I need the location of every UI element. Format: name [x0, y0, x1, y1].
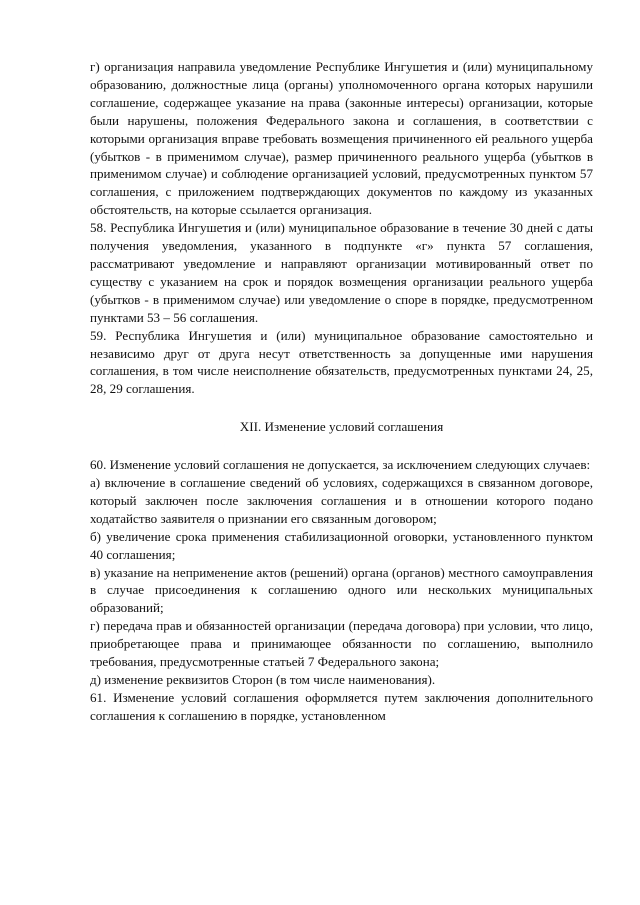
paragraph-60d: д) изменение реквизитов Сторон (в том числе наименования).: [90, 672, 436, 687]
paragraph-57g: г) организация направила уведомление Республике Ингушетия и (или) муниципальному образованию, должностные лица (органы) уполномоченного органа которых нарушили соглашение, содержащее указание на права (законные интересы) организации, которые были нарушены, положения Федерального закона и соглашения, в соответствии с которыми организация вправе требовать возмещения причиненного ей реального ущерба (убытков - в применимом случае), размер причиненного реального ущерба (убытков в применимом случае) и соблюдение организацией условий, предусмотренных пунктом 57 соглашения, с приложением подтверждающих документов по каждому из указанных обстоятельств, на которые ссылается организация.: [90, 59, 593, 218]
paragraph-60v: в) указание на неприменение актов (решений) органа (органов) местного самоуправления в случае присоединения к соглашению одного или нескольких муниципальных образований;: [90, 564, 593, 616]
paragraph-58: 58. Республика Ингушетия и (или) муниципальное образование в течение 30 дней с даты получения уведомления, указанного в подпункте «г» пункта 57 соглашения, рассматривают уведомление и направляют организации мотивированный ответ по существу с указанием на срок и порядок возмещения организации реального ущерба (убытков - в применимом случае) или уведомление о споре в порядке, предусмотренном пунктами 53 – 56 соглашения.: [90, 220, 593, 325]
paragraph-60a: а) включение в соглашение сведений об условиях, содержащихся в связанном договоре, который заключен после заключения соглашения и в отношении которого подано ходатайство заявителя о признании его связанным договором;: [90, 475, 593, 526]
section-heading: XII. Изменение условий соглашения: [239, 419, 444, 435]
paragraph-61: 61. Изменение условий соглашения оформляется путем заключения дополнительного соглашения к соглашению в порядке, установленном: [90, 689, 593, 723]
paragraph-60b: б) увеличение срока применения стабилизационной оговорки, установленного пунктом 40 соглашения;: [90, 528, 593, 562]
document-page: [90, 58, 593, 725]
paragraph-60: 60. Изменение условий соглашения не допускается, за исключением следующих случаев:: [90, 457, 591, 473]
paragraph-60g: г) передача прав и обязанностей организации (передача договора) при условии, что лицо, приобретающее права и принимающее обязанности по соглашению, выполнило требования, предусмотренные статьей 7 Федерального закона;: [90, 618, 593, 670]
paragraph-59: 59. Республика Ингушетия и (или) муниципальное образование самостоятельно и независимо друг от друга несут ответственность за допущенные ими нарушения соглашения, в том числе неисполнение обязательств, предусмотренных пунктами 24, 25, 28, 29 соглашения.: [90, 327, 593, 397]
